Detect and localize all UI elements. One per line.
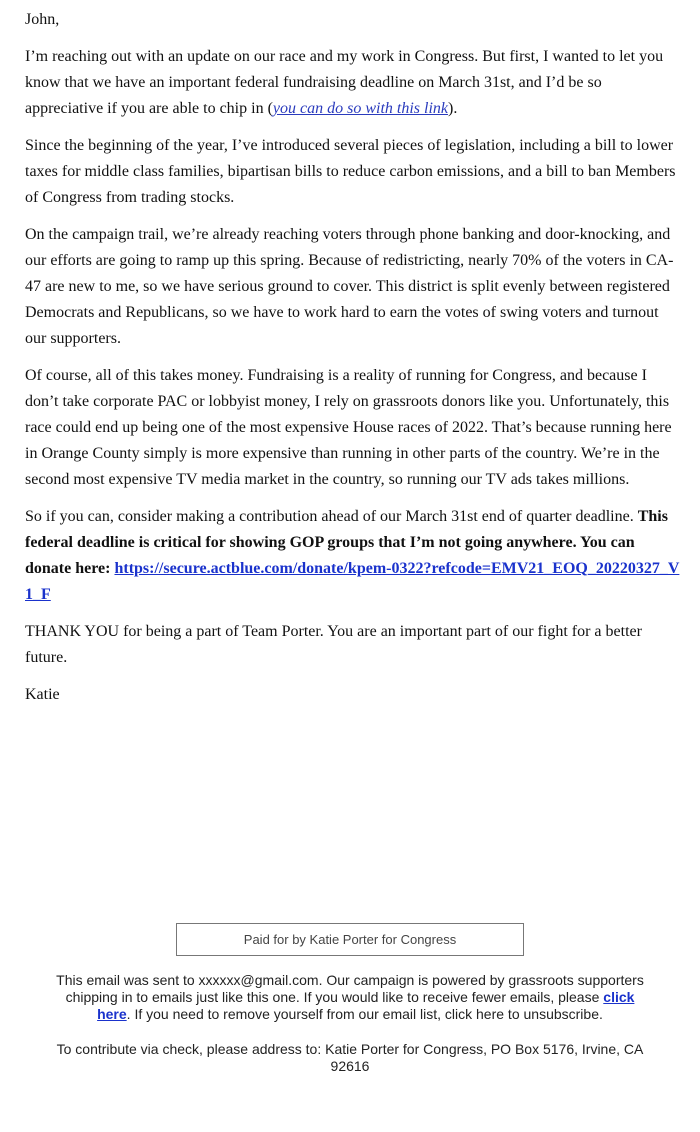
donate-bold-text: This federal deadline is critical for showing GOP groups that I’m not going anywhere. You can donate here:	[25, 508, 668, 577]
paragraph-intro	[25, 44, 681, 122]
paragraph-money: Of course, all of this takes money. Fundraising is a reality of running for Congress, and because I don’t take corporate PAC or lobbyist money, I rely on grassroots donors like you. Unfortunately, this race could end up being one of the most expensive House races of 2022. That’s because running here in Orange County simply is more expensive than running in other parts of the country. We’re in the second most expensive TV media market in the country, so running our TV ads takes millions.	[25, 367, 672, 488]
footer-address: To contribute via check, please address to: Katie Porter for Congress, PO Box 5176, Irvine, CA 92616	[56, 1041, 644, 1074]
signature: Katie	[25, 686, 60, 703]
footer-notice-text-end: . If you need to remove yourself from our email list, click here to unsubscribe.	[126, 1006, 603, 1022]
donate-plain-text: So if you can, consider making a contribution ahead of our March 31st end of quarter deadline.	[25, 508, 634, 525]
footer-notice	[50, 972, 650, 1023]
donate-inline-link[interactable]: you can do so with this link	[272, 100, 448, 117]
paragraph-campaign: On the campaign trail, we’re already reaching voters through phone banking and door-knocking, and our efforts are going to ramp up this spring. Because of redistricting, nearly 70% of the voters in CA-47 are new to me, so we have serious ground to cover. This district is split evenly between registered Democrats and Republicans, so we have to work hard to earn the votes of swing voters and turnout our supporters.	[25, 226, 674, 347]
intro-text-end: ).	[448, 100, 458, 117]
paragraph-legislation: Since the beginning of the year, I’ve introduced several pieces of legislation, including a bill to lower taxes for middle class families, bipartisan bills to reduce carbon emissions, and a bill to ban Members of Congress from trading stocks.	[25, 137, 676, 206]
paid-for-box: Paid for by Katie Porter for Congress	[176, 923, 524, 956]
fewer-emails-link[interactable]: click here	[97, 989, 635, 1022]
email-body	[25, 0, 681, 708]
paragraph-donate	[25, 504, 681, 608]
donate-url-link[interactable]: https://secure.actblue.com/donate/kpem-0322?refcode=EMV21_EOQ_20220327_V1_F	[25, 560, 680, 603]
greeting: John,	[25, 11, 60, 28]
email-footer	[0, 923, 700, 1075]
footer-notice-text: This email was sent to xxxxxx@gmail.com. Our campaign is powered by grassroots supporters chipping in to emails just like this one. If you would like to receive fewer emails, please	[56, 972, 644, 1005]
paragraph-thanks: THANK YOU for being a part of Team Porter. You are an important part of our fight for a better future.	[25, 623, 642, 666]
intro-text: I’m reaching out with an update on our race and my work in Congress. But first, I wanted to let you know that we have an important federal fundraising deadline on March 31st, and I’d be so appreciative if you are able to chip in (	[25, 48, 664, 117]
